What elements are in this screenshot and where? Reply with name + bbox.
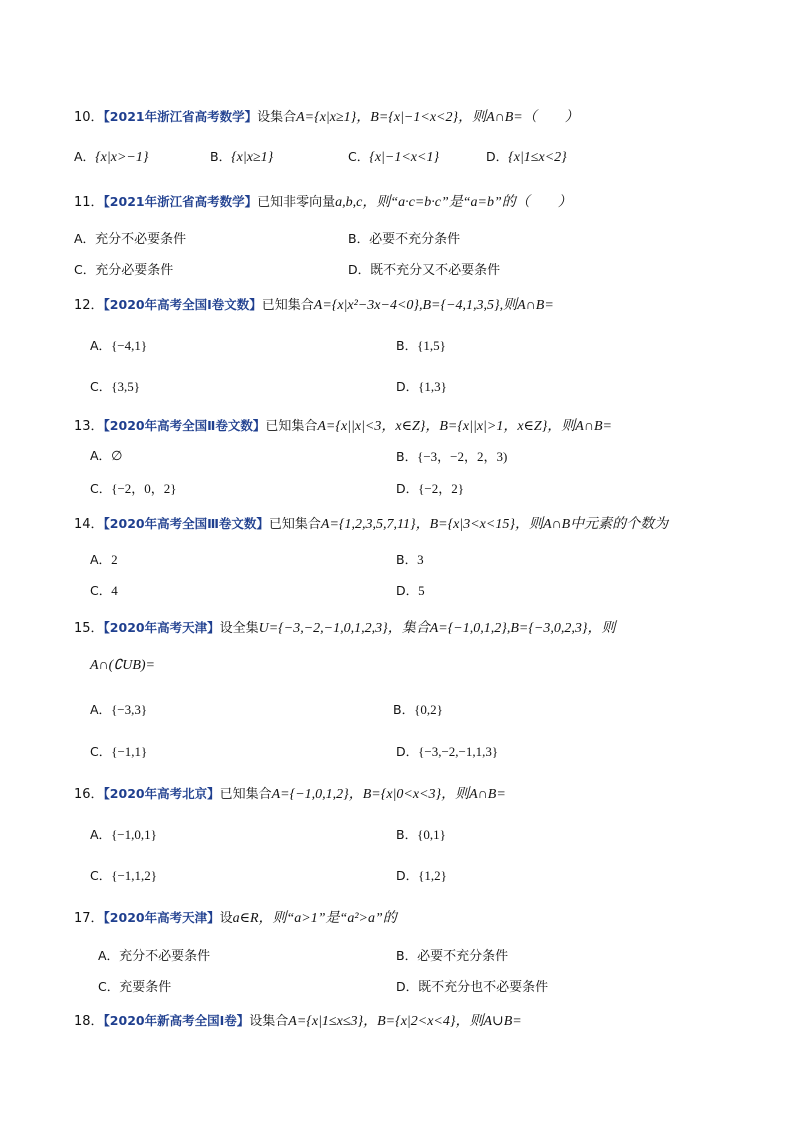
question-math: A={1,2,3,5,7,11}，B={x|3<x<15}，则A∩B中元素的个数为 [320,517,669,532]
option-d: D．既不充分也不必要条件 [396,979,549,995]
option-d: D．5 [396,583,425,598]
option-b: B．{x|x≥1} [210,149,274,165]
option-c: C．{−1,1,2} [90,868,158,883]
question-number: 17． [74,911,104,926]
option-c: C．{3,5} [90,379,140,394]
question-12 [74,294,554,314]
question-11 [74,191,572,211]
question-source: 【2020年高考天津】 [103,910,220,925]
question-stem: 设集合 [249,1014,289,1029]
option-a: A．2 [90,552,118,567]
question-stem: 已知集合 [219,787,272,802]
question-math: A={x|x²−3x−4<0},B={−4,1,3,5},则A∩B= [313,298,554,313]
question-13 [74,415,612,435]
question-math: A={x|x≥1}，B={x|−1<x<2}，则A∩B=（ ） [296,110,579,125]
question-source: 【2020年新高考全国Ⅰ卷】 [103,1013,250,1028]
question-number: 18． [74,1014,104,1029]
option-c: C．4 [90,583,118,598]
question-18 [74,1010,522,1030]
question-number: 16． [74,787,104,802]
question-source: 【2021年浙江省高考数学】 [103,109,258,124]
option-d: D．{1,3} [396,379,447,394]
question-math: a∈R，则“a>1”是“a²>a”的 [232,911,397,926]
question-source: 【2020年高考全国Ⅱ卷文数】 [103,418,266,433]
question-source: 【2020年高考北京】 [103,786,220,801]
option-c: C．充要条件 [98,979,172,995]
question-stem: 已知集合 [261,298,314,313]
question-number: 13． [74,419,104,434]
option-b: B．{0,2} [393,702,443,717]
question-stem: 已知非零向量 [257,195,336,210]
question-math: A={x|1≤x≤3}，B={x|2<x<4}，则A∪B= [288,1014,522,1029]
option-a: A．{−1,0,1} [90,827,157,842]
question-math: a,b,c，则“a·c=b·c”是“a=b”的（ ） [335,195,572,210]
question-number: 15． [74,621,104,636]
option-d: D．{x|1≤x<2} [486,149,567,165]
option-d: D．{−2，2} [396,481,464,496]
option-a: A．{x|x>−1} [74,149,149,165]
question-source: 【2020年高考天津】 [103,620,220,635]
question-stem: 已知集合 [265,419,318,434]
option-d: D．{−3,−2,−1,1,3} [396,744,499,759]
option-b: B．必要不充分条件 [348,231,461,247]
option-b: B．{1,5} [396,338,446,353]
question-source: 【2020年高考全国Ⅰ卷文数】 [103,297,262,312]
question-source: 【2020年高考全国Ⅲ卷文数】 [103,516,269,531]
question-17 [74,907,397,927]
option-c: C．{−1,1} [90,744,148,759]
question-15 [74,617,616,637]
option-a: A．{−3,3} [90,702,148,717]
question-number: 12． [74,298,104,313]
question-14 [74,513,668,533]
option-d: D．{1,2} [396,868,447,883]
option-b: B．必要不充分条件 [396,948,509,964]
question-10 [74,106,579,126]
option-a: A．充分不必要条件 [74,231,187,247]
question-source: 【2021年浙江省高考数学】 [103,194,258,209]
question-math: U={−3,−2,−1,0,1,2,3}，集合A={−1,0,1,2},B={−3,0,2,3}，则 [258,621,616,636]
question-15-continuation: A∩(∁UB)= [90,658,156,673]
option-c: C．充分必要条件 [74,262,174,278]
question-number: 11． [74,195,104,210]
question-number: 14． [74,517,104,532]
option-c: C．{−2，0，2} [90,481,177,496]
question-stem: 已知集合 [268,517,321,532]
option-a: A．{−4,1} [90,338,148,353]
option-b: B．{0,1} [396,827,446,842]
option-a: A．∅ [90,448,123,463]
question-number: 10． [74,110,104,125]
option-c: C．{x|−1<x<1} [348,149,440,165]
question-math: A={x||x|<3，x∈Z}，B={x||x|>1，x∈Z}，则A∩B= [317,419,612,434]
question-stem: 设集合 [257,110,297,125]
question-stem: 设全集 [219,621,259,636]
question-math: A={−1,0,1,2}，B={x|0<x<3}，则A∩B= [271,787,506,802]
question-stem: 设 [219,911,233,926]
option-d: D．既不充分又不必要条件 [348,262,501,278]
option-b: B．{−3，−2，2，3) [396,449,508,464]
option-b: B．3 [396,552,424,567]
option-a: A．充分不必要条件 [98,948,211,964]
question-16 [74,783,506,803]
